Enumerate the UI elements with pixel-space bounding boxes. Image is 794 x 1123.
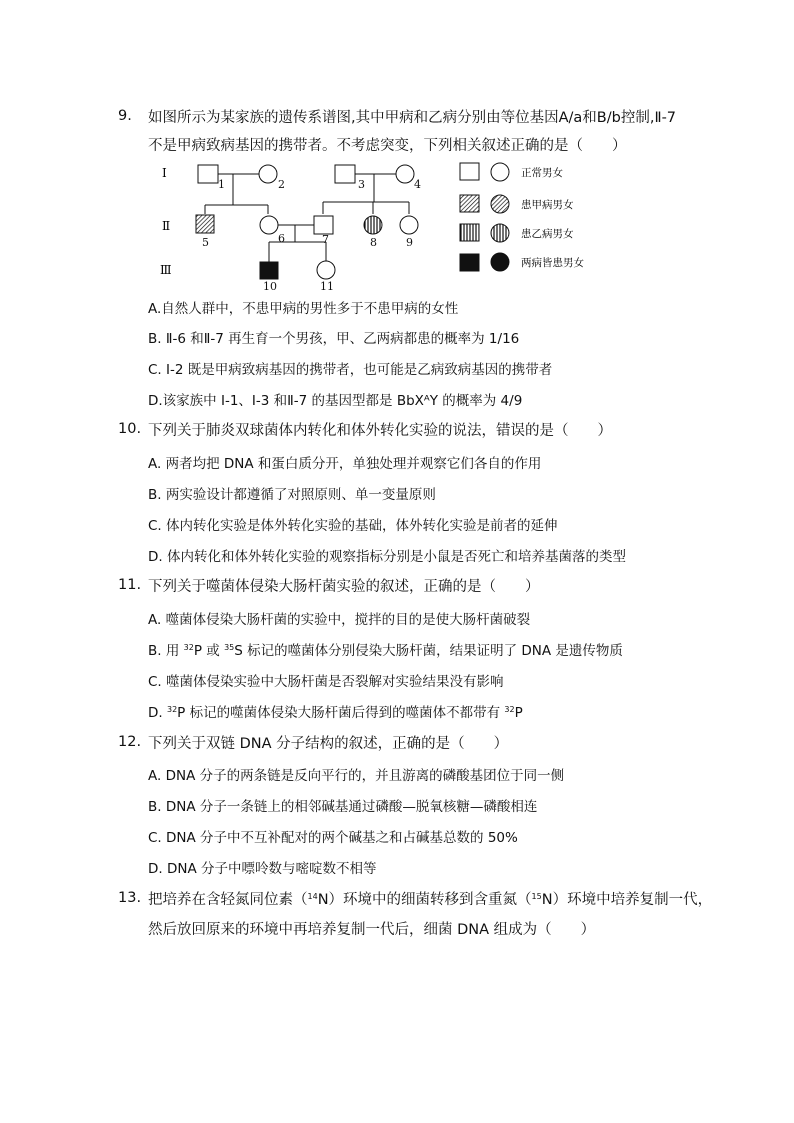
q10-option-c: C. 体内转化实验是体外转化实验的基础，体外转化实验是前者的延伸 <box>148 518 558 534</box>
q11-option-d: D. $^{32}$P 标记的噬菌体侵染大肠杆菌后得到的噬菌体不都带有 $^{32}$P <box>148 705 523 721</box>
gen-label-I: Ⅰ <box>162 166 167 180</box>
individual-II7 <box>314 216 333 234</box>
legend-normal-male <box>460 163 479 180</box>
legend-yi-female <box>491 224 509 242</box>
legend-both-label: 两病皆患男女 <box>521 257 584 269</box>
individual-III11 <box>317 261 335 279</box>
label-11: 11 <box>320 280 334 290</box>
label-3: 3 <box>358 178 365 191</box>
label-8: 8 <box>370 236 377 249</box>
label-5: 5 <box>202 236 209 249</box>
label-4: 4 <box>414 178 421 191</box>
legend-jia-female <box>491 195 509 213</box>
individual-I3 <box>335 165 355 183</box>
q9-option-a: A.自然人群中，不患甲病的男性多于不患甲病的女性 <box>148 301 459 317</box>
legend-normal-female <box>491 163 509 181</box>
legend-yi-male <box>460 224 479 241</box>
q11-stem: 下列关于噬菌体侵染大肠杆菌实验的叙述，正确的是（ ） <box>148 579 540 595</box>
q9-option-c: C. Ⅰ-2 既是甲病致病基因的携带者，也可能是乙病致病基因的携带者 <box>148 362 553 378</box>
q13-line2: 然后放回原来的环境中再培养复制一代后，细菌 DNA 组成为（ ） <box>148 922 596 938</box>
q9-number: 9. <box>118 108 132 124</box>
legend-normal-label: 正常男女 <box>521 167 563 179</box>
individual-I4 <box>396 165 414 183</box>
individual-I1 <box>198 165 218 183</box>
legend-jia-label: 患甲病男女 <box>521 199 574 211</box>
q9-option-b: B. Ⅱ-6 和Ⅱ-7 再生育一个男孩，甲、乙两病都患的概率为 1/16 <box>148 331 520 347</box>
individual-II6 <box>260 216 278 234</box>
individual-I2 <box>259 165 277 183</box>
legend-yi-label: 患乙病男女 <box>521 228 574 240</box>
q11-option-c: C. 噬菌体侵染实验中大肠杆菌是否裂解对实验结果没有影响 <box>148 674 504 690</box>
q13-number: 13. <box>118 890 142 906</box>
label-9: 9 <box>406 236 413 249</box>
q11-option-a: A. 噬菌体侵染大肠杆菌的实验中，搅拌的目的是使大肠杆菌破裂 <box>148 612 531 628</box>
legend-jia-male <box>460 195 479 212</box>
gen-label-II: Ⅱ <box>162 219 171 233</box>
q12-number: 12. <box>118 734 142 750</box>
q13-line1: 把培养在含轻氮同位素（$^{14}$N）环境中的细菌转移到含重氮（$^{15}$N）环境中培养复制一代， <box>148 892 713 908</box>
q9-stem-line2: 不是甲病致病基因的携带者。不考虑突变，下列相关叙述正确的是（ ） <box>148 138 627 154</box>
label-1: 1 <box>218 178 225 191</box>
q12-stem: 下列关于双链 DNA 分子结构的叙述，正确的是（ ） <box>148 736 509 752</box>
legend-both-female <box>491 253 509 271</box>
individual-II8 <box>364 216 382 234</box>
q11-option-b: B. 用 $^{32}$P 或 $^{35}$S 标记的噬菌体分别侵染大肠杆菌，结果证明了 DNA 是遗传物质 <box>148 643 623 659</box>
individual-II9 <box>400 216 418 234</box>
label-6: 6 <box>278 232 285 245</box>
q10-number: 10. <box>118 421 142 437</box>
q12-option-c: C. DNA 分子中不互补配对的两个碱基之和占碱基总数的 50% <box>148 830 518 846</box>
label-2: 2 <box>278 178 285 191</box>
label-10: 10 <box>263 280 277 290</box>
q9-stem-line1: 如图所示为某家族的遗传系谱图,其中甲病和乙病分别由等位基因A/a和B/b控制,Ⅱ-7 <box>148 110 677 126</box>
gen-label-III: Ⅲ <box>160 263 172 277</box>
label-7: 7 <box>322 233 329 246</box>
q10-option-d: D. 体内转化和体外转化实验的观察指标分别是小鼠是否死亡和培养基菌落的类型 <box>148 549 626 565</box>
q12-option-b: B. DNA 分子一条链上的相邻碱基通过磷酸—脱氧核糖—磷酸相连 <box>148 799 538 815</box>
individual-III10 <box>260 262 278 279</box>
q9-option-d: D.该家族中 Ⅰ-1、Ⅰ-3 和Ⅱ-7 的基因型都是 BbXᴬY 的概率为 4/9 <box>148 393 523 409</box>
individual-II5 <box>196 215 214 233</box>
q10-option-a: A. 两者均把 DNA 和蛋白质分开，单独处理并观察它们各自的作用 <box>148 456 542 472</box>
q10-stem: 下列关于肺炎双球菌体内转化和体外转化实验的说法，错误的是（ ） <box>148 423 612 439</box>
legend-both-male <box>460 254 479 271</box>
q11-number: 11. <box>118 577 142 593</box>
q12-option-a: A. DNA 分子的两条链是反向平行的，并且游离的磷酸基团位于同一侧 <box>148 768 565 784</box>
q12-option-d: D. DNA 分子中嘌呤数与嘧啶数不相等 <box>148 861 377 877</box>
q10-option-b: B. 两实验设计都遵循了对照原则、单一变量原则 <box>148 487 436 503</box>
pedigree-chart <box>148 150 648 290</box>
